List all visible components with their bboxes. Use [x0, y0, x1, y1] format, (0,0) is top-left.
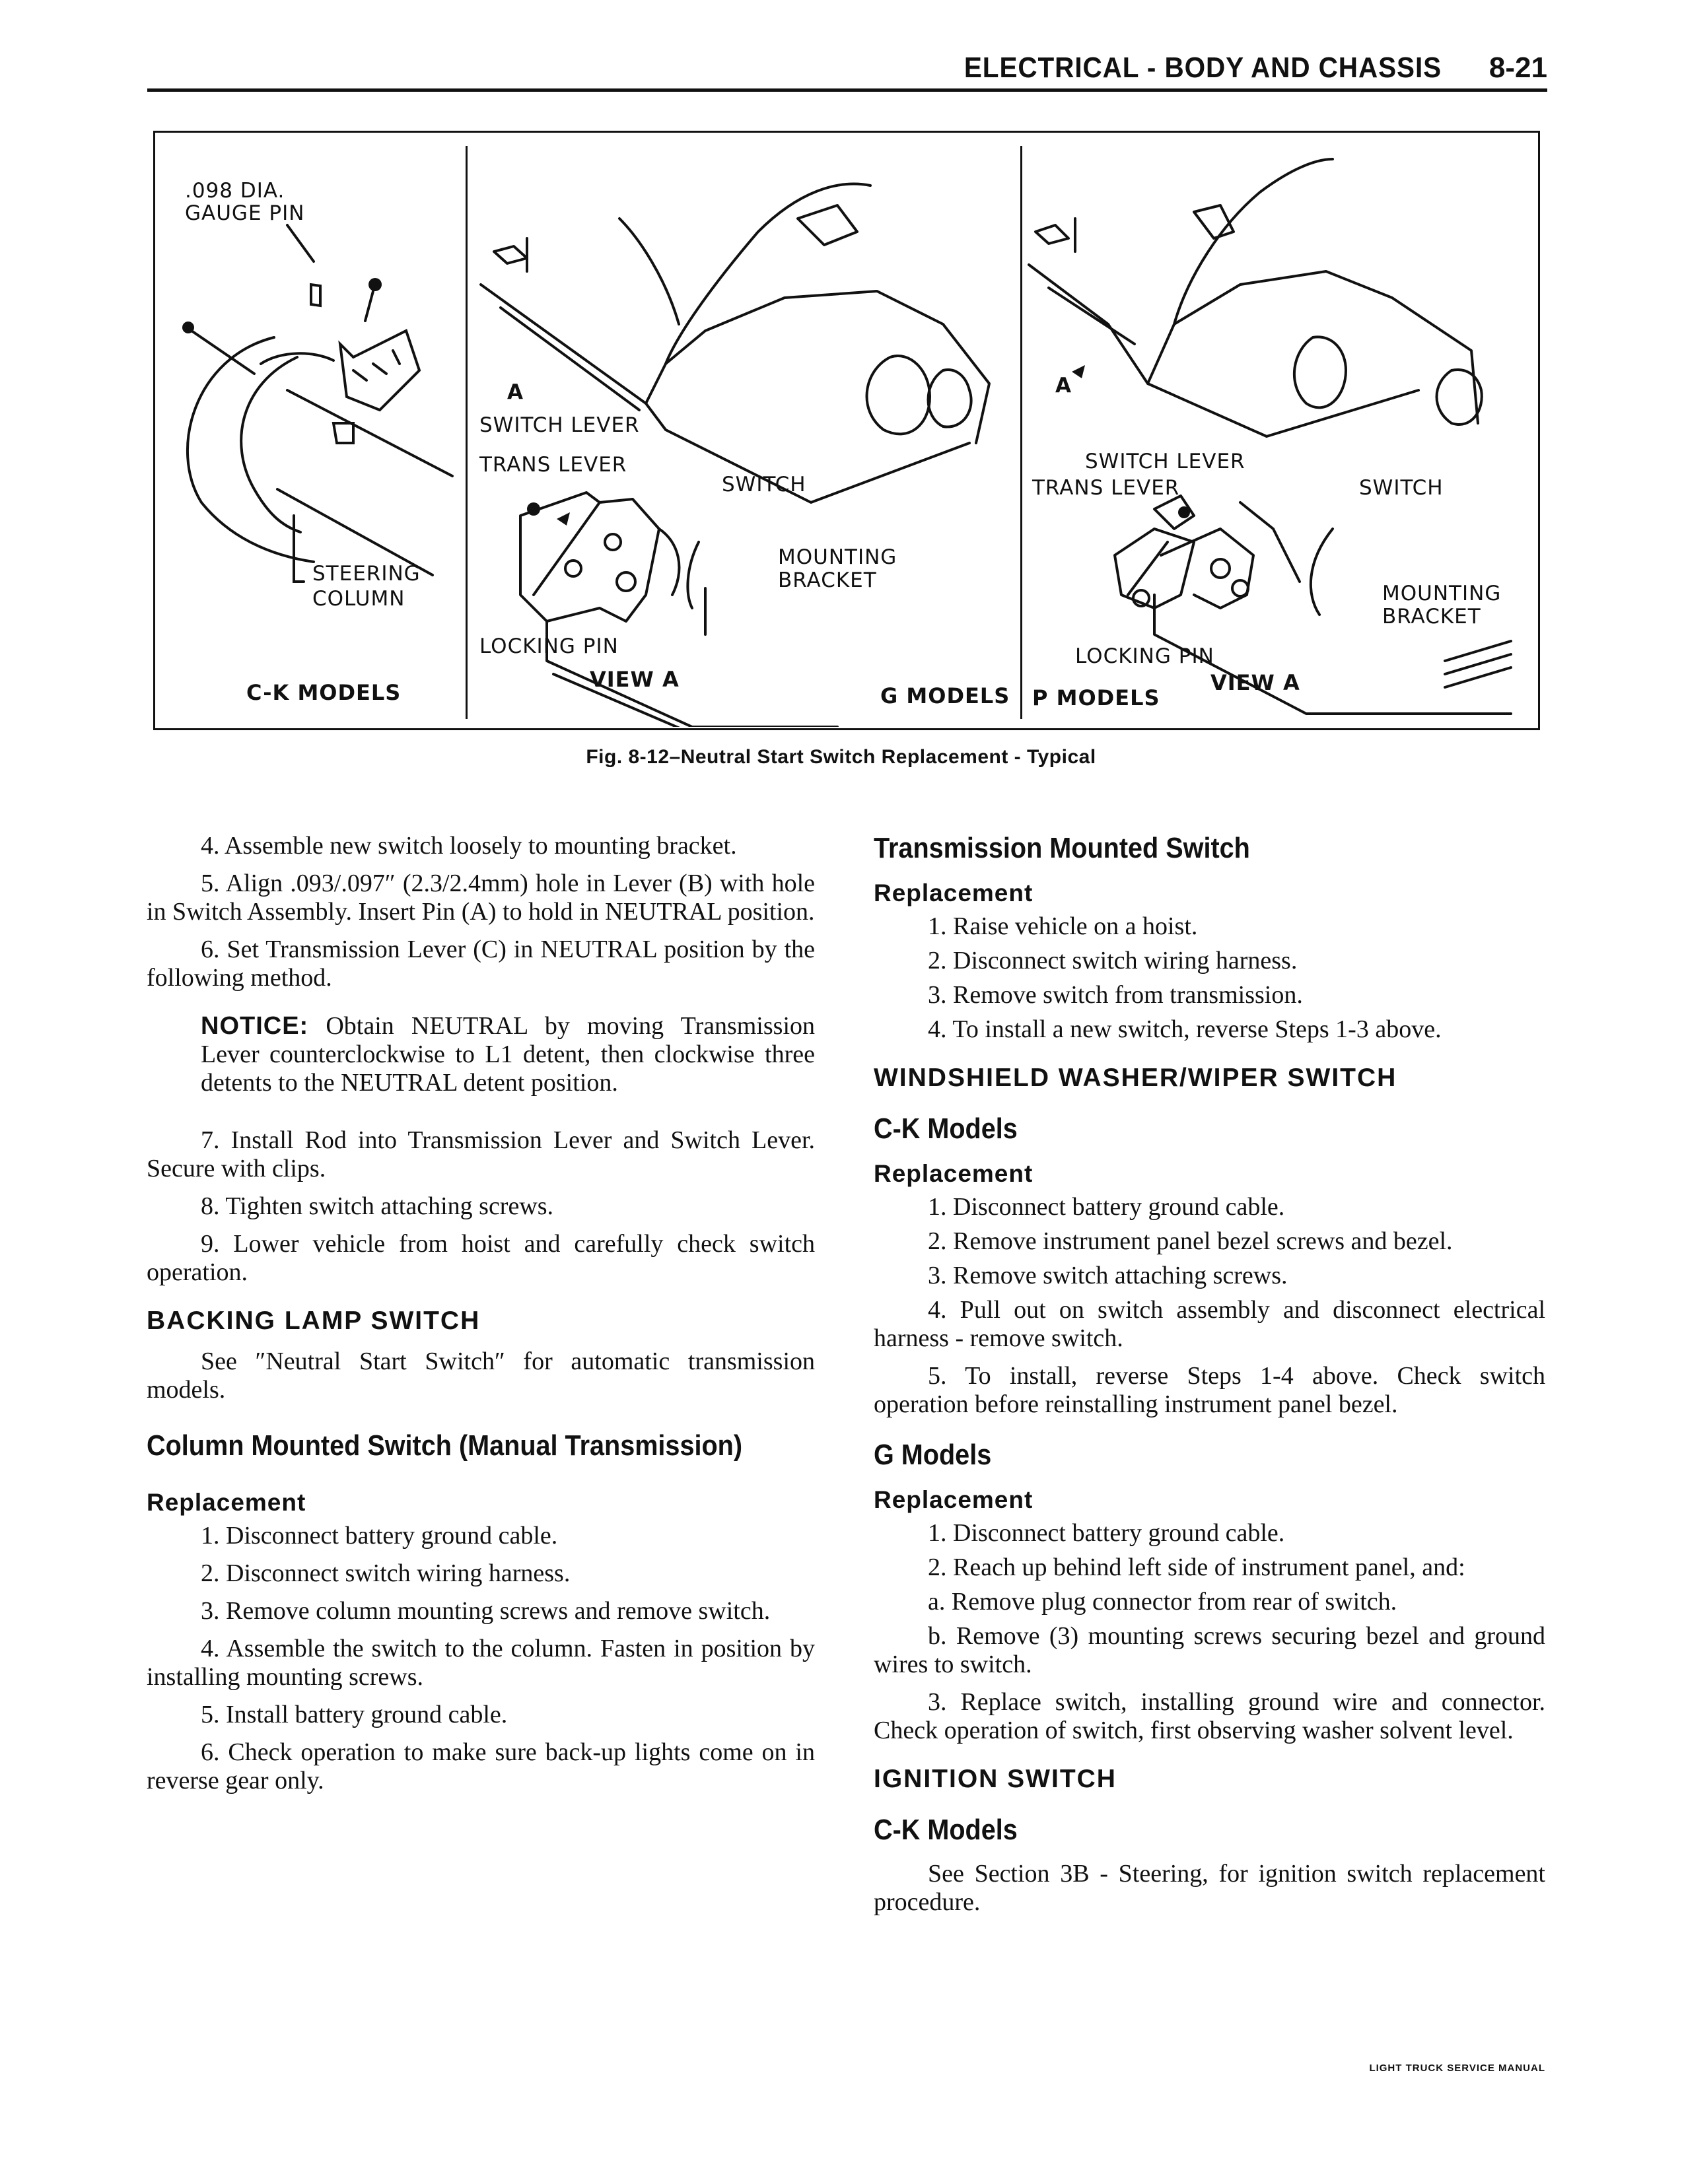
step-text: 6. Set Transmission Lever (C) in NEUTRAL position by the following method. [147, 936, 815, 992]
page-number: 8-21 [1489, 51, 1547, 84]
callout-column: COLUMN [312, 587, 405, 611]
model-label-g: G MODELS [880, 683, 1010, 708]
step-text: 5. To install, reverse Steps 1-4 above. Check switch operation before reinstalling instrument panel bezel. [874, 1362, 1545, 1418]
model-label-ck: C-K MODELS [246, 680, 402, 705]
step-text: 1. Disconnect battery ground cable. [928, 1193, 1285, 1221]
step-text: 5. Install battery ground cable. [201, 1701, 508, 1728]
notice-label: NOTICE: [201, 1012, 309, 1040]
figure-neutral-start-switch [153, 131, 1540, 730]
page-header [147, 46, 1547, 92]
step-text: 2. Reach up behind left side of instrument panel, and: [928, 1553, 1465, 1581]
step-text: 2. Disconnect switch wiring harness. [201, 1559, 571, 1587]
heading-replacement: Replacement [874, 1486, 1034, 1513]
callout-trans-lever: TRANS LEVER [1032, 476, 1180, 500]
header-rule [147, 88, 1547, 92]
heading-ignition-switch: IGNITION SWITCH [874, 1765, 1117, 1793]
notice-text: Obtain NEUTRAL by moving Transmission Lever counterclockwise to L1 detent, then clockwise three detents to the NEUTRAL detent position. [201, 1012, 816, 1097]
heading-ignition-ck-models: C-K Models [874, 1814, 1018, 1846]
panel-g-models [468, 133, 1020, 728]
transmission-illustration-p [1022, 133, 1541, 727]
callout-gauge-pin: GAUGE PIN [185, 201, 305, 225]
step-text: 2. Disconnect switch wiring harness. [928, 947, 1298, 974]
callout-mounting: MOUNTING [778, 545, 897, 569]
step-text: a. Remove plug connector from rear of switch. [928, 1588, 1397, 1616]
callout-switch-lever: SWITCH LEVER [1085, 450, 1245, 473]
arrow-label-a: A [507, 380, 524, 404]
figure-caption: Fig. 8-12–Neutral Start Switch Replacement - Typical [586, 746, 1096, 768]
right-column [874, 832, 1545, 1926]
heading-replacement: Replacement [147, 1489, 306, 1516]
callout-switch: SWITCH [722, 473, 806, 496]
heading-windshield-washer-wiper-switch: WINDSHIELD WASHER/WIPER SWITCH [874, 1064, 1397, 1092]
step-text: 9. Lower vehicle from hoist and carefully check switch operation. [147, 1230, 815, 1286]
step-text: 4. Pull out on switch assembly and disconnect electrical harness - remove switch. [874, 1296, 1545, 1352]
step-text: 4. Assemble new switch loosely to mounting bracket. [201, 832, 737, 860]
heading-ck-models: C-K Models [874, 1112, 1018, 1145]
step-text: 3. Remove switch from transmission. [928, 981, 1303, 1009]
footer-manual-title: LIGHT TRUCK SERVICE MANUAL [1369, 2063, 1545, 2074]
step-text: 3. Replace switch, installing ground wire and connector. Check operation of switch, first observing washer solvent level. [874, 1688, 1545, 1744]
step-text: 3. Remove switch attaching screws. [928, 1262, 1288, 1289]
step-text: 4. To install a new switch, reverse Steps 1-3 above. [928, 1015, 1442, 1043]
callout-steering: STEERING [312, 562, 421, 586]
paragraph: See ″Neutral Start Switch″ for automatic transmission models. [147, 1348, 815, 1404]
heading-column-mounted-switch: Column Mounted Switch (Manual Transmission) [147, 1429, 743, 1462]
callout-switch: SWITCH [1359, 476, 1444, 500]
left-column [147, 832, 815, 1804]
step-text: 8. Tighten switch attaching screws. [201, 1192, 554, 1220]
step-text: 4. Assemble the switch to the column. Fasten in position by installing mounting screws. [147, 1635, 815, 1691]
panel-ck-models [155, 133, 466, 728]
callout-locking-pin: LOCKING PIN [479, 634, 619, 658]
view-label-a: VIEW A [590, 667, 680, 692]
step-text: 6. Check operation to make sure back-up lights come on in reverse gear only. [147, 1738, 815, 1794]
step-text: b. Remove (3) mounting screws securing bezel and ground wires to switch. [874, 1622, 1545, 1678]
arrow-label-a: A [1055, 374, 1072, 397]
callout-switch-lever: SWITCH LEVER [479, 413, 640, 437]
view-label-a: VIEW A [1210, 670, 1300, 695]
notice-block [201, 1012, 815, 1097]
callout-trans-lever: TRANS LEVER [479, 453, 627, 477]
step-text: 1. Disconnect battery ground cable. [201, 1522, 558, 1550]
panel-p-models [1022, 133, 1541, 728]
step-text: 7. Install Rod into Transmission Lever and Switch Lever. Secure with clips. [147, 1126, 815, 1182]
heading-g-models: G Models [874, 1439, 992, 1471]
paragraph: See Section 3B - Steering, for ignition switch replacement procedure. [874, 1860, 1545, 1916]
model-label-p: P MODELS [1032, 685, 1160, 710]
heading-transmission-mounted-switch: Transmission Mounted Switch [874, 832, 1250, 864]
step-text: 3. Remove column mounting screws and remove switch. [201, 1597, 771, 1625]
heading-replacement: Replacement [874, 1160, 1034, 1187]
callout-gauge-pin-dia: .098 DIA. [185, 179, 285, 203]
step-text: 2. Remove instrument panel bezel screws and bezel. [928, 1227, 1453, 1255]
step-text: 1. Raise vehicle on a hoist. [928, 912, 1198, 940]
callout-bracket: BRACKET [778, 568, 877, 592]
heading-replacement: Replacement [874, 879, 1034, 906]
step-text: 5. Align .093/.097″ (2.3/2.4mm) hole in Lever (B) with hole in Switch Assembly. Insert Pin (A) to hold in NEUTRAL position. [147, 870, 815, 926]
step-text: 1. Disconnect battery ground cable. [928, 1519, 1285, 1547]
section-title: ELECTRICAL - BODY AND CHASSIS [964, 51, 1442, 84]
heading-backing-lamp-switch: BACKING LAMP SWITCH [147, 1307, 481, 1335]
callout-bracket: BRACKET [1382, 605, 1481, 629]
callout-locking-pin: LOCKING PIN [1075, 644, 1214, 668]
callout-mounting: MOUNTING [1382, 582, 1502, 605]
